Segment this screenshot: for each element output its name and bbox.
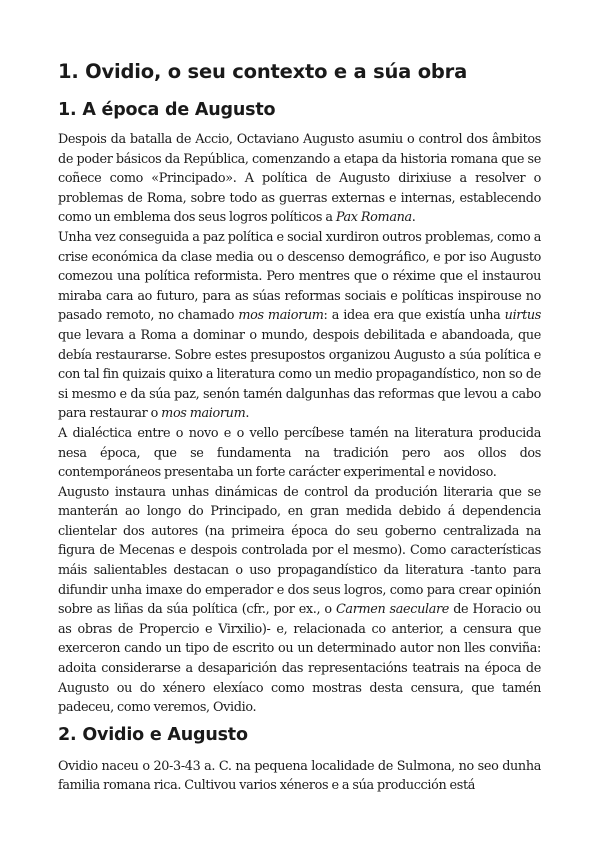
paragraph-ovidio-naceu: Ovidio naceu o 20-3-43 a. C. na pequena localidade de Sulmona, no seo dunha familia romana rica. Cultivou varios xéneros e a súa producción está: [58, 758, 541, 794]
text-run: Unha vez conseguida a paz política e social xurdiron outros problemas, como a crise económica da clase media ou o descenso demográfico, e por iso Augusto comezou una política reformista. Pero mentres que o réxime que el instaurou miraba cara ao futuro, para as súas reformas sociais e políticas inspirouse no pasado remoto, no chamado: [58, 229, 541, 324]
text-run: de Horacio ou as obras de Propercio e Virxilio)- e, relacionada co anterior, a censura que exerceron cando un tipo de escrito ou un determinado autor non lles conviña: adoita considerarse a desaparición das representacións teatrais na época de Augusto ou do xénero elexíaco como mostras desta censura, que tamén padeceu, como veremos, Ovidio.: [58, 602, 542, 716]
emphasis-mos-maiorum-2: mos maiorum: [161, 406, 246, 422]
text-run: .: [411, 210, 416, 226]
text-run: .: [245, 406, 250, 422]
emphasis-mos-maiorum: mos maiorum: [238, 308, 324, 324]
emphasis-pax-romana: Pax Romana: [335, 210, 412, 226]
text-run: que levara a Roma a dominar o mundo, despois debilitada e abandoada, que debía restaurarse. Sobre estes presupostos organizou Augusto a súa política e con tal fin quizais quixo a literatura como un medio propagandístico, non so de si mesmo e da súa paz, senón tamén dalgunhas das reformas que levou a cabo para restaurar o: [58, 327, 541, 422]
paragraph-accio: [58, 130, 541, 228]
paragraph-control-literario: [58, 483, 541, 718]
section-heading-ovidio-augusto: 2. Ovidio e Augusto: [58, 724, 248, 745]
text-run: : a idea era que existía unha: [323, 308, 505, 324]
emphasis-carmen-saeculare: Carmen saeculare: [335, 602, 450, 618]
document-page: [58, 58, 541, 796]
text-run: Despois da batalla de Accio, Octaviano Augusto asumiu o control dos âmbitos de poder básicos da República, comenzando a etapa da historia romana que se coñece como «Principado». A política de Augusto dirixiuse a resolver o problemas de Roma, sobre todo as guerras externas e internas, establecendo como un emblema dos seus logros políticos a: [58, 132, 541, 226]
section-heading-epoca-augusto: 1. A época de Augusto: [58, 100, 276, 120]
paragraph-dialectica: A dialéctica entre o novo e o vello percíbese tamén na literatura producida nesa época, que se fundamenta na tradición pero aos ollos dos contemporáneos presentaba un forte carácter experimental e novidoso.: [58, 425, 541, 481]
chapter-title: 1. Ovidio, o seu contexto e a súa obra: [58, 60, 468, 83]
emphasis-uirtus: uirtus: [504, 308, 541, 324]
text-run: Augusto instaura unhas dinámicas de control da produción literaria que se manterán ao longo do Principado, en gran medida debido á dependencia clientelar dos autores (na primeira época do seu goberno centralizada na figura de Mecenas e despois controlada por el mesmo). Como características máis salientables destacan o uso propagandístico da literatura -tanto para difundir unha imaxe do emperador e dos seus logros, como para crear opinión sobre as liñas da súa política (cfr., por ex., o: [58, 484, 541, 618]
paragraph-paz-politica: [58, 228, 541, 424]
